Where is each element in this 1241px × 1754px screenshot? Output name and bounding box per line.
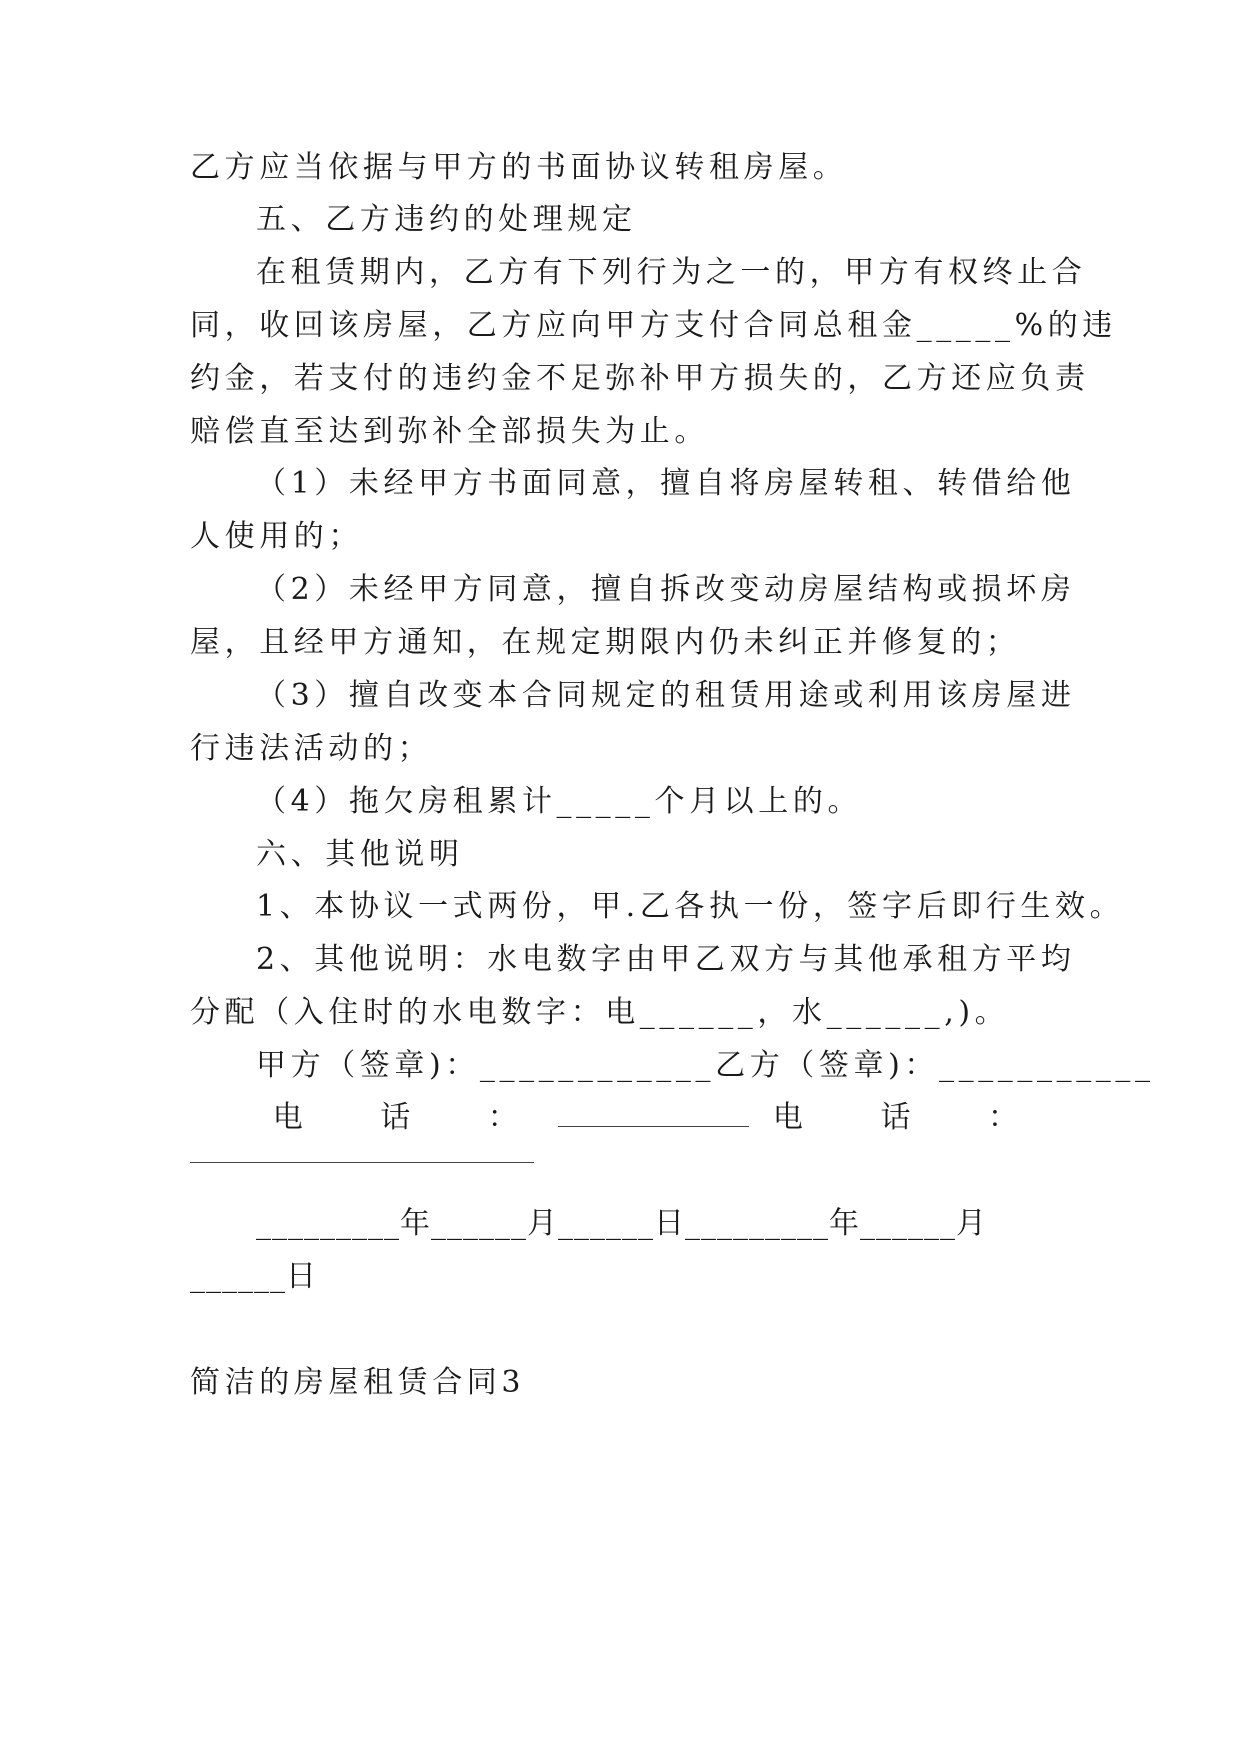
paragraph-line: 人使用的； — [190, 519, 363, 554]
clause-item-3: （3）擅自改变本合同规定的租赁用途或利用该房屋进 — [256, 678, 1076, 713]
phone-blank-party-a — [558, 1124, 749, 1127]
clause-item-4: （4）拖欠房租累计_____个月以上的。 — [256, 784, 863, 819]
paragraph-line: 屋，且经甲方通知，在规定期限内仍未纠正并修复的； — [190, 625, 1021, 660]
section-heading-6: 六、其他说明 — [256, 837, 464, 872]
clause-item-2: （2）未经甲方同意，擅自拆改变动房屋结构或损坏房 — [256, 572, 1076, 607]
signature-line: 甲方（签章)：____________乙方（签章)：___________ — [256, 1048, 1155, 1083]
phone-label-party-a: 电 话 ： — [272, 1100, 552, 1135]
paragraph-line: 赔偿直至达到弥补全部损失为止。 — [190, 414, 709, 449]
paragraph-line: 行违法活动的； — [190, 731, 433, 766]
phone-label-party-b: 电 话 ： — [772, 1100, 1052, 1135]
paragraph-line: 在租赁期内，乙方有下列行为之一的，甲方有权终止合 — [256, 255, 1087, 290]
section-heading-5: 五、乙方违约的处理规定 — [256, 202, 637, 237]
paragraph-line: 同，收回该房屋，乙方应向甲方支付合同总租金_____%的违 — [190, 308, 1117, 343]
next-section-title: 简洁的房屋租赁合同3 — [190, 1365, 526, 1400]
phone-line — [190, 1098, 1052, 1138]
paragraph-line: 1、本协议一式两份，甲.乙各执一份，签字后即行生效。 — [256, 889, 1125, 924]
clause-item-1: （1）未经甲方书面同意，擅自将房屋转租、转借给他 — [256, 466, 1076, 501]
paragraph-line: 2、其他说明：水电数字由甲乙双方与其他承租方平均 — [256, 942, 1076, 977]
paragraph-line: 约金，若支付的违约金不足弥补甲方损失的，乙方还应负责 — [190, 361, 1090, 396]
date-line: ______日 — [190, 1259, 317, 1294]
paragraph-line: 分配（入住时的水电数字：电______，水______,)。 — [190, 995, 1010, 1030]
paragraph-line: 乙方应当依据与甲方的书面协议转租房屋。 — [190, 150, 848, 185]
date-line: _________年______月______日_________年______月 — [256, 1206, 987, 1241]
phone-blank-party-b — [190, 1162, 534, 1163]
